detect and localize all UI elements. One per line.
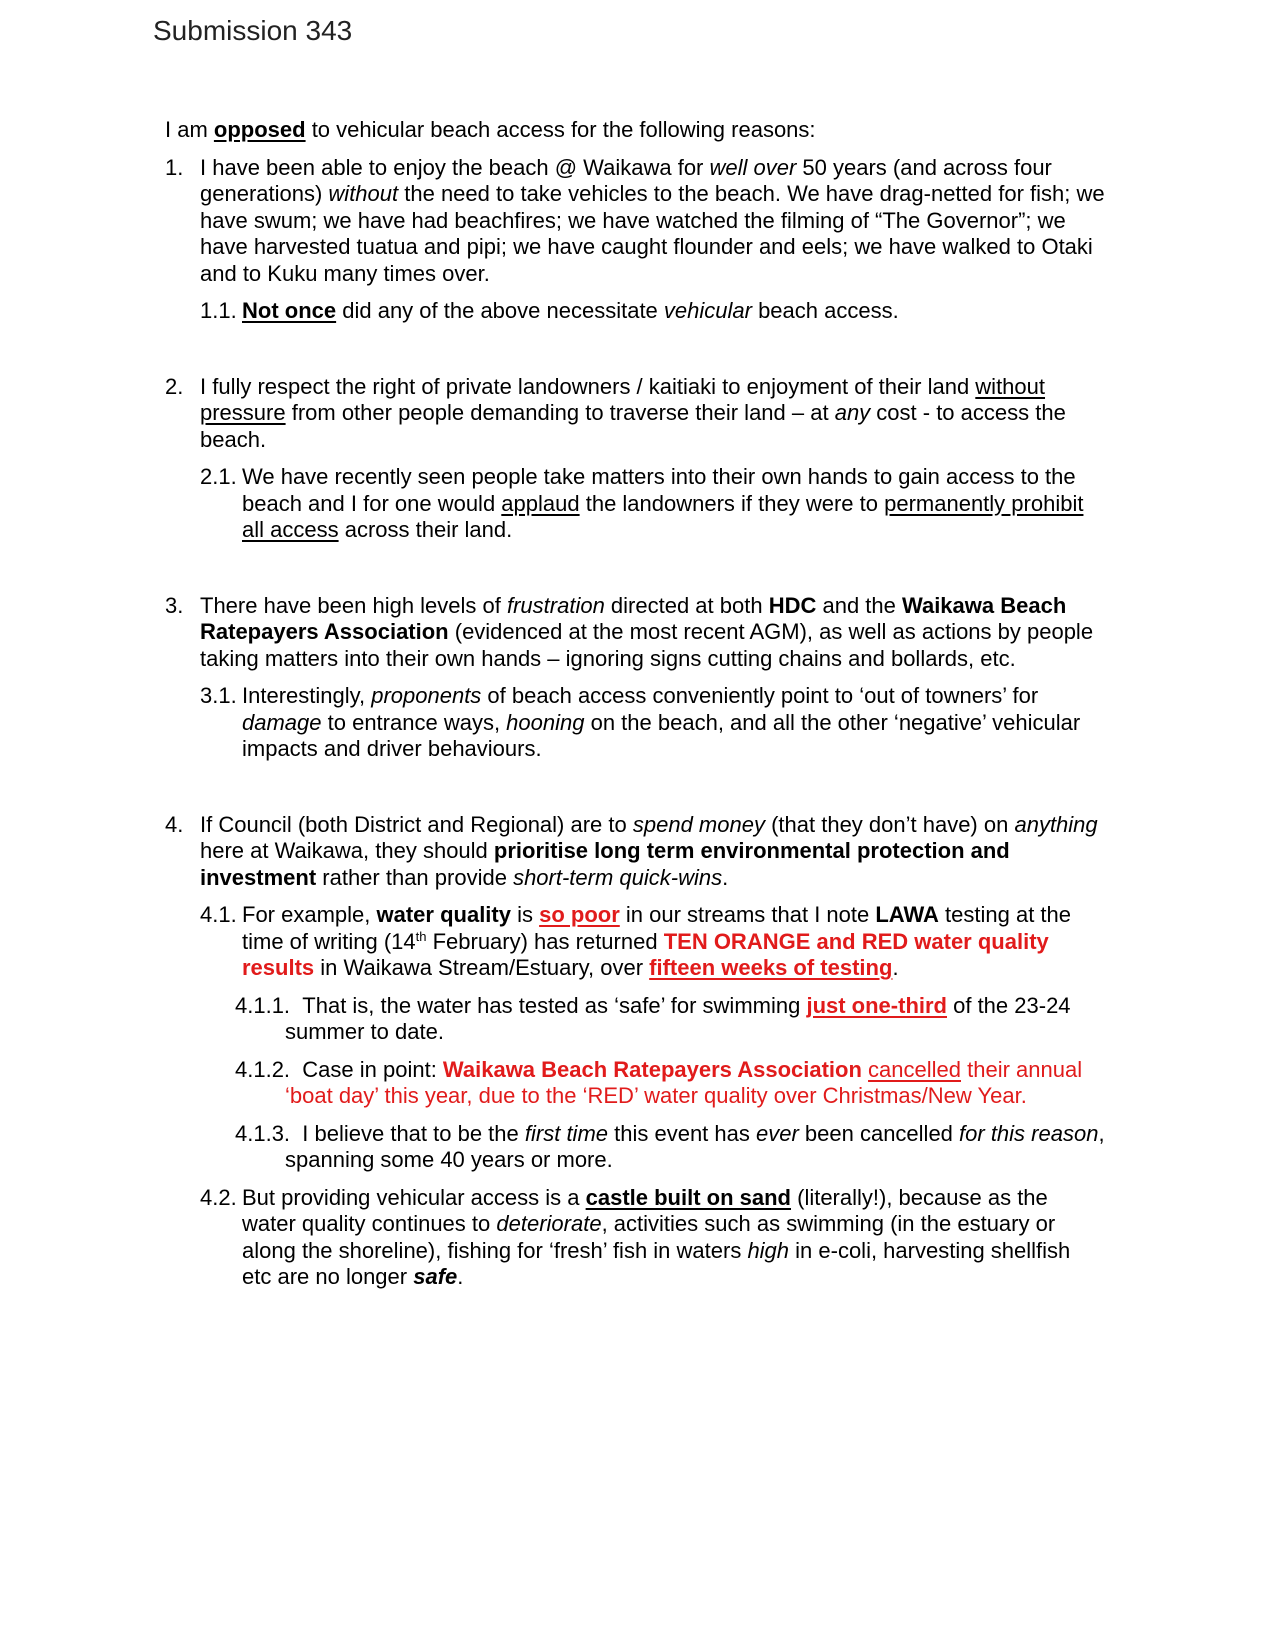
point-3: 3. There have been high levels of frustration directed at both HDC and the Waikawa Beach Ratepayers Association (evidenced at the most recent AGM), as well as actions by people taking matters into their own hands – ignoring signs cutting chains and bollards, etc. [165,592,1094,671]
point-number: 3. [165,592,184,618]
point-number: 4. [165,811,184,837]
page-title: Submission 343 [153,15,353,46]
point-number: 1.1. [200,298,237,323]
point-3-1: 3.1. Interestingly, proponents of beach access conveniently point to ‘out of towners’ for damage to entrance ways, hooning on the beach, and all the other ‘negative’ vehicular impacts and driver behaviours. [200,683,1081,761]
point-4: 4. If Council (both District and Regional) are to spend money (that they don’t have) on anything here at Waikawa, they should prioritise long term environmental protection and investment rather than provide short-term quick-wins. [165,811,1098,890]
point-number: 2. [165,373,184,399]
point-number: 4.1.3. [235,1120,291,1146]
point-2: 2. I fully respect the right of private landowners / kaitiaki to enjoyment of their land without pressure from other people demanding to traverse their land – at any cost - to access the beach. [165,373,1066,452]
point-2-1: 2.1. We have recently seen people take matters into their own hands to gain access to the beach and I for one would applaud the landowners if they were to permanently prohibit all access across their land. [200,464,1084,542]
point-number: 4.1.2. [235,1056,291,1082]
point-4-1-3: 4.1.3. I believe that to be the first time this event has ever been cancelled for this reason, spanning some 40 years or more. [235,1120,1105,1172]
point-number: 4.1.1. [235,992,291,1018]
point-1: 1. I have been able to enjoy the beach @ Waikawa for well over 50 years (and across four generations) without the need to take vehicles to the beach. We have drag-netted for fish; we have swum; we have had beachfires; we have watched the filming of “The Governor”; we have harvested tuatua and pipi; we have caught flounder and eels; we have walked to Otaki and to Kuku many times over. [165,154,1105,286]
point-number: 4.1. [200,902,237,927]
point-4-1-2: 4.1.2. Case in point: Waikawa Beach Ratepayers Association cancelled their annual ‘boat day’ this year, due to the ‘RED’ water quality over Christmas/New Year. [235,1056,1083,1108]
submission-body [165,117,1105,1302]
point-number: 3.1. [200,683,237,708]
point-4-2: 4.2. But providing vehicular access is a castle built on sand (literally!), because as the water quality continues to deteriorate, activities such as swimming (in the estuary or along the shoreline), fishing for ‘fresh’ fish in waters high in e-coli, harvesting shellfish etc are no longer safe. [200,1184,1071,1289]
point-number: 4.2. [200,1184,237,1210]
point-number: 1. [165,154,184,180]
point-number: 2.1. [200,464,237,489]
point-4-1: 4.1. For example, water quality is so poor in our streams that I note LAWA testing at the time of writing (14th February) has returned TEN ORANGE and RED water quality results in Waikawa Stream/Estuary, over fifteen weeks of testing. [200,902,1072,980]
point-4-1-1: 4.1.1. That is, the water has tested as ‘safe’ for swimming just one-third of the 23-24 summer to date. [235,992,1071,1044]
point-1-1: 1.1. Not once did any of the above necessitate vehicular beach access. [200,298,899,323]
intro-paragraph: I am opposed to vehicular beach access for the following reasons: [165,117,816,142]
